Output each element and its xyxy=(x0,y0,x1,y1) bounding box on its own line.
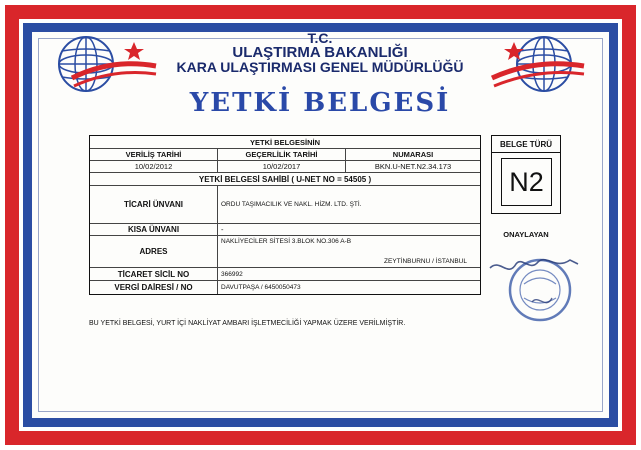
document-title: YETKİ BELGESİ xyxy=(189,88,451,118)
trade-name-label: TİCARİ ÜNVANI xyxy=(90,186,218,223)
authorization-table xyxy=(89,135,481,295)
validity-date-value: 10/02/2017 xyxy=(218,161,346,172)
header-directorate: KARA ULAŞTIRMASI GENEL MÜDÜRLÜĞÜ xyxy=(176,59,464,75)
owner-header-row xyxy=(90,173,480,186)
document-type-box xyxy=(491,135,561,214)
address-value xyxy=(218,236,480,267)
ministry-globe-emblem-left xyxy=(52,28,162,100)
col-header-number: NUMARASI xyxy=(392,150,434,159)
address-line-1: NAKLİYECİLER SİTESİ 3.BLOK NO.306 A-B xyxy=(221,238,352,245)
document-type-value: N2 xyxy=(501,158,552,206)
official-stamp-signature xyxy=(486,250,582,326)
table-header-row xyxy=(90,149,480,161)
table-section-title-row xyxy=(90,136,480,149)
footer-note: BU YETKİ BELGESİ, YURT İÇİ NAKLİYAT AMBARI İŞLETMECİLİĞİ YAPMAK ÜZERE VERİLMİŞTİR. xyxy=(89,320,406,327)
short-name-row xyxy=(90,224,480,236)
short-name-value: - xyxy=(221,225,224,234)
ministry-globe-emblem-right xyxy=(486,28,596,100)
number-value: BKN.U-NET.N2.34.173 xyxy=(374,162,452,171)
address-label: ADRES xyxy=(90,236,218,267)
owner-header: YETKİ BELGESİ SAHİBİ ( U-NET NO = 54505 ) xyxy=(198,174,372,184)
registry-label: TİCARET SİCİL NO xyxy=(90,268,218,280)
tax-row xyxy=(90,281,480,294)
table-values-row xyxy=(90,161,480,173)
col-header-validity-date: GEÇERLİLİK TARİHİ xyxy=(218,149,346,160)
header-tc: T.C. xyxy=(307,30,333,46)
trade-name-row xyxy=(90,186,480,224)
col-header-issue-date: VERİLİŞ TARİHİ xyxy=(90,149,218,160)
tax-value: DAVUTPAŞA / 6450050473 xyxy=(221,284,301,291)
document-type-label: BELGE TÜRÜ xyxy=(492,136,560,153)
short-name-label: KISA ÜNVANI xyxy=(90,224,218,235)
address-row xyxy=(90,236,480,268)
registry-row xyxy=(90,268,480,281)
address-line-2: ZEYTİNBURNU / İSTANBUL xyxy=(384,258,467,265)
issue-date-value: 10/02/2012 xyxy=(90,161,218,172)
section-title: YETKİ BELGESİNİN xyxy=(249,137,320,147)
header-ministry: ULAŞTIRMA BAKANLIĞI xyxy=(232,44,408,61)
trade-name-value: ORDU TAŞIMACILIK VE NAKL. HİZM. LTD. ŞTİ. xyxy=(221,201,362,208)
approval-label: ONAYLAYAN xyxy=(503,230,549,239)
tax-label: VERGİ DAİRESİ / NO xyxy=(90,281,218,294)
registry-value: 366992 xyxy=(221,270,243,278)
